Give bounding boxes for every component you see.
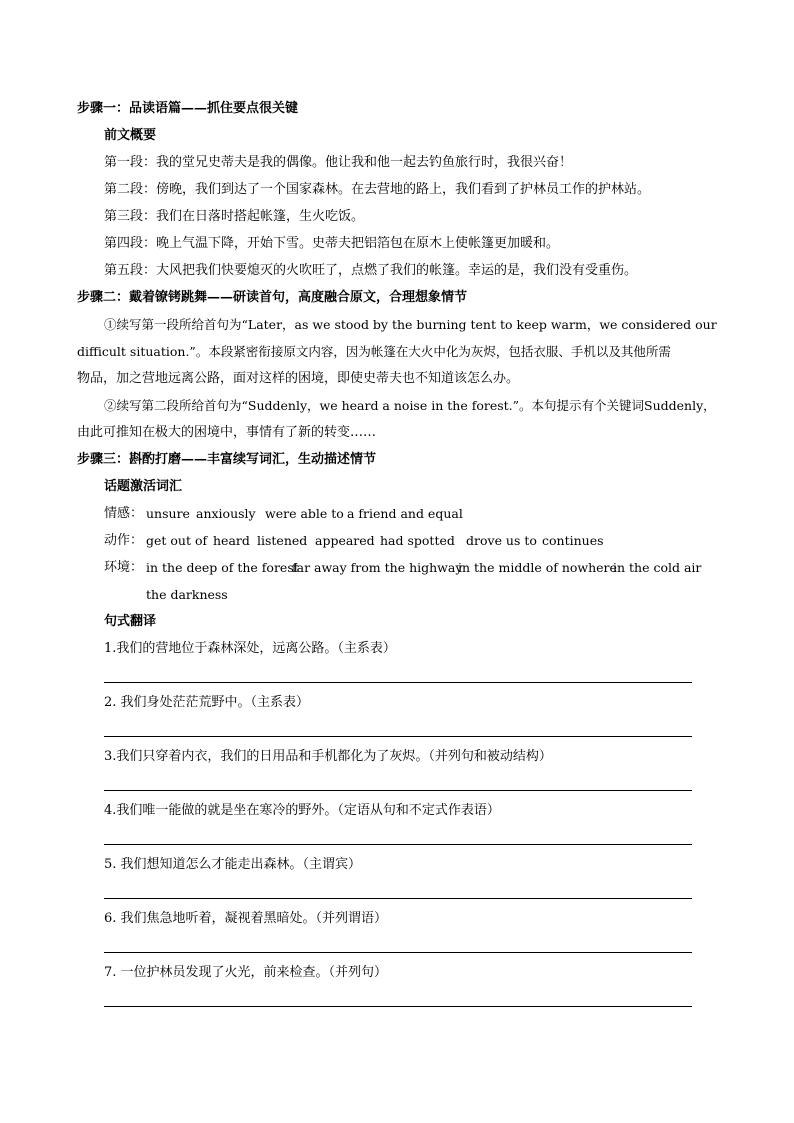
translation-sentence-1: 1.我们的营地位于森林深处，远离公路。（主系表）: [104, 641, 396, 656]
answer-line-7: [104, 1006, 692, 1007]
translation-sentence-2: 2. 我们身处茫茫荒野中。（主系表）: [104, 695, 310, 710]
answer-line-2: [104, 736, 692, 737]
vocab-emotion-1: unsure: [146, 506, 190, 521]
vocab-emotion-3: were able to: [265, 506, 344, 521]
summary-paragraph-5: 第五段：大风把我们快要熄灭的火吹旺了，点燃了我们的帐篷。幸运的是，我们没有受重伤。: [104, 263, 638, 278]
vocab-env-5: the darkness: [146, 587, 228, 602]
vocab-emotion-4: a friend and equal: [347, 506, 463, 521]
vocab-action-6: drove us to: [466, 533, 537, 548]
answer-line-3: [104, 790, 692, 791]
answer-line-4: [104, 844, 692, 845]
step1-title: 步骤一：品读语篇——抓住要点很关键: [77, 101, 299, 116]
summary-paragraph-2: 第二段：傍晚，我们到达了一个国家森林。在去营地的路上，我们看到了护林员工作的护林站。: [104, 182, 651, 197]
translation-sentence-3: 3.我们只穿着内衣，我们的日用品和手机都化为了灰烬。（并列句和被动结构）: [104, 749, 552, 764]
translation-sentence-5: 5. 我们想知道怎么才能走出森林。（主谓宾）: [104, 857, 362, 872]
step2-item1-line3: 物品，加之营地远离公路，面对这样的困境，即使史蒂夫也不知道该怎么办。: [77, 371, 520, 386]
vocab-action-5: had spotted: [380, 533, 455, 548]
step2-item1-line2: difficult situation.”。本段紧密衔接原文内容，因为帐篷在大火中化为灰烬，包括衣服、手机以及其他所需: [77, 344, 671, 359]
vocab-heading: 话题激活词汇: [104, 479, 183, 494]
step2-item1-line1: ①续写第一段所给首句为“Later，as we stood by the burning tent to keep warm，we considered our: [104, 317, 717, 332]
step2-item2-line2: 由此可推知在极大的困境中，事情有了新的转变……: [77, 425, 377, 440]
vocab-env-3: in the middle of nowhere: [458, 560, 617, 575]
step2-title: 步骤二：戴着镣铐跳舞——研读首句，高度融合原文，合理想象情节: [77, 290, 468, 305]
summary-paragraph-1: 第一段：我的堂兄史蒂夫是我的偶像。他让我和他一起去钓鱼旅行时，我很兴奋！: [104, 155, 573, 170]
summary-paragraph-3: 第三段：我们在日落时搭起帐篷，生火吃饭。: [104, 209, 365, 224]
step3-title: 步骤三：斟酌打磨——丰富续写词汇，生动描述情节: [77, 452, 377, 467]
answer-line-6: [104, 952, 692, 953]
translation-sentence-4: 4.我们唯一能做的就是坐在寒冷的野外。（定语从句和不定式作表语）: [104, 803, 500, 818]
vocab-env-2: far away from the highway: [292, 560, 463, 575]
emotion-label: 情感：: [104, 506, 144, 521]
summary-paragraph-4: 第四段：晚上气温下降，开始下雪。史蒂夫把铝箔包在原木上使帐篷更加暖和。: [104, 236, 560, 251]
action-label: 动作：: [104, 533, 144, 548]
summary-heading: 前文概要: [104, 128, 157, 143]
vocab-action-2: heard: [213, 533, 250, 548]
step2-item2-line1: ②续写第二段所给首句为“Suddenly，we heard a noise in the forest.”。本句提示有个关键词Suddenly，: [104, 398, 716, 413]
answer-line-5: [104, 898, 692, 899]
vocab-action-3: listened: [257, 533, 308, 548]
vocab-action-4: appeared: [315, 533, 375, 548]
environment-label: 环境：: [104, 560, 144, 575]
translation-sentence-6: 6. 我们焦急地听着，凝视着黑暗处。（并列谓语）: [104, 911, 388, 926]
vocab-env-1: in the deep of the forest: [146, 560, 299, 575]
vocab-action-1: get out of: [146, 533, 208, 548]
vocab-env-4: in the cold air: [613, 560, 702, 575]
vocab-action-7: continues: [542, 533, 604, 548]
translation-sentence-7: 7. 一位护林员发现了火光，前来检查。（并列句）: [104, 965, 388, 980]
answer-line-1: [104, 682, 692, 683]
vocab-emotion-2: anxiously: [196, 506, 256, 521]
translation-heading: 句式翻译: [104, 614, 157, 629]
